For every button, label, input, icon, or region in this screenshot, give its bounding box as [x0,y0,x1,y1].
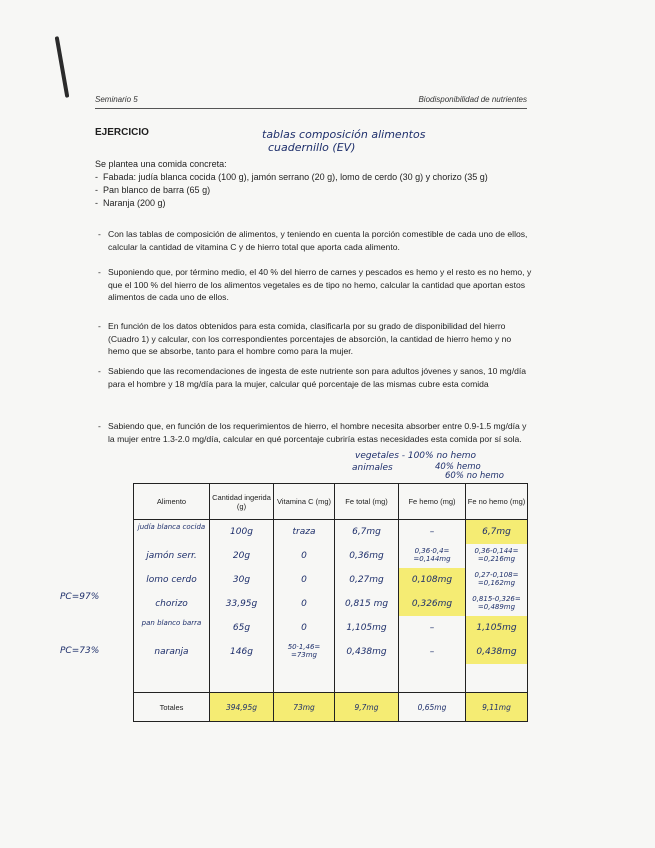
question-2: - Suponiendo que, por término medio, el 40 % del hierro de carnes y pescados es hemo y el resto es no hemo, y que el 100 % del hierro de los alimentos vegetales es de tipo no hemo, calcular la cantidad que aportan estos alimentos de cada uno de ellos. [98,267,532,302]
totals-cell: 9,11mg [466,693,528,722]
intro-item: - Pan blanco de barra (65 g) [95,185,211,195]
nutrient-table [133,483,528,722]
totals-cell: 73mg [274,693,335,722]
col-fe-total: 6,7mg 0,36mg 0,27mg 0,815 mg 1,105mg 0,438mg [335,520,399,693]
table-body-row [134,520,528,693]
totals-label: Totales [134,693,210,722]
handwritten-veg-note: vegetales - 100% no hemo [355,451,477,461]
pc-note-naranja: PC=73% [60,646,100,656]
question-5: - Sabiendo que, en función de los requerimientos de hierro, el hombre necesita absorber entre 0.9-1.5 mg/día y la mujer entre 1.3-2.0 mg/día, calcular en qué porcentaje cubriría estas necesidades esta comida por sí sola. [98,421,527,444]
col-vitamina-c: traza 0 0 0 0 50·1,46= =73mg [274,520,335,693]
col-fe-no-hemo: 6,7mg 0,36-0,144= =0,216mg 0,27-0,108= =0,162mg 0,815-0,326= =0,489mg 1,105mg 0,438mg [466,520,528,693]
col-cantidad: 100g 20g 30g 33,95g 65g 146g [210,520,274,693]
header-cell: Fe total (mg) [335,484,399,520]
totals-cell: 9,7mg [335,693,399,722]
handwritten-note-1: tablas composición alimentos [262,128,426,141]
totals-row [134,693,528,722]
handwritten-ani-note: animales [352,463,393,473]
header-right: Biodisponibilidad de nutrientes [418,95,527,104]
intro-item: - Naranja (200 g) [95,198,166,208]
pc-note-chorizo: PC=97% [60,592,100,602]
intro-item: - Fabada: judía blanca cocida (100 g), jamón serrano (20 g), lomo de cerdo (30 g) y chorizo (35 g) [95,172,488,182]
handwritten-note-2: cuadernillo (EV) [268,141,356,154]
intro-block [95,158,535,210]
col-alimento: judía blanca cocida jamón serr. lomo cerdo chorizo pan blanco barra naranja [134,520,210,693]
header-cell: Cantidad ingerida (g) [210,484,274,520]
question-3: - En función de los datos obtenidos para esta comida, clasificarla por su grado de disponibilidad del hierro (Cuadro 1) y calcular, con los correspondientes porcentajes de absorción, la cantidad de hierro hemo y no hemo que se absorbe, tanto para el hombre como para la mujer. [98,321,512,356]
header-cell: Alimento [134,484,210,520]
header-cell: Fe no hemo (mg) [466,484,528,520]
header-cell: Vitamina C (mg) [274,484,335,520]
exercise-title: EJERCICIO [95,127,149,138]
question-1: - Con las tablas de composición de alimentos, y teniendo en cuenta la porción comestible de cada uno de ellos, calcular la cantidad de vitamina C y de hierro total que aporta cada alimento. [98,229,528,252]
totals-cell: 0,65mg [399,693,466,722]
intro-line: Se plantea una comida concreta: [95,159,227,169]
handwritten-heme-note: 40% hemo [435,462,481,472]
col-fe-hemo: – 0,36·0,4= =0,144mg 0,108mg 0,326mg – – [399,520,466,693]
header-left: Seminario 5 [95,95,138,104]
totals-cell: 394,95g [210,693,274,722]
page-edge-shadow [55,36,70,98]
header-rule [95,108,527,109]
question-4: - Sabiendo que las recomendaciones de ingesta de este nutriente son para adultos jóvenes y sanos, 10 mg/día para el hombre y 18 mg/día para la mujer, calcular qué porcentaje de las mismas cubre esta comida [98,366,527,389]
header-cell: Fe hemo (mg) [399,484,466,520]
handwritten-noheme-note: 60% no hemo [445,471,504,481]
table-header-row [134,484,528,520]
